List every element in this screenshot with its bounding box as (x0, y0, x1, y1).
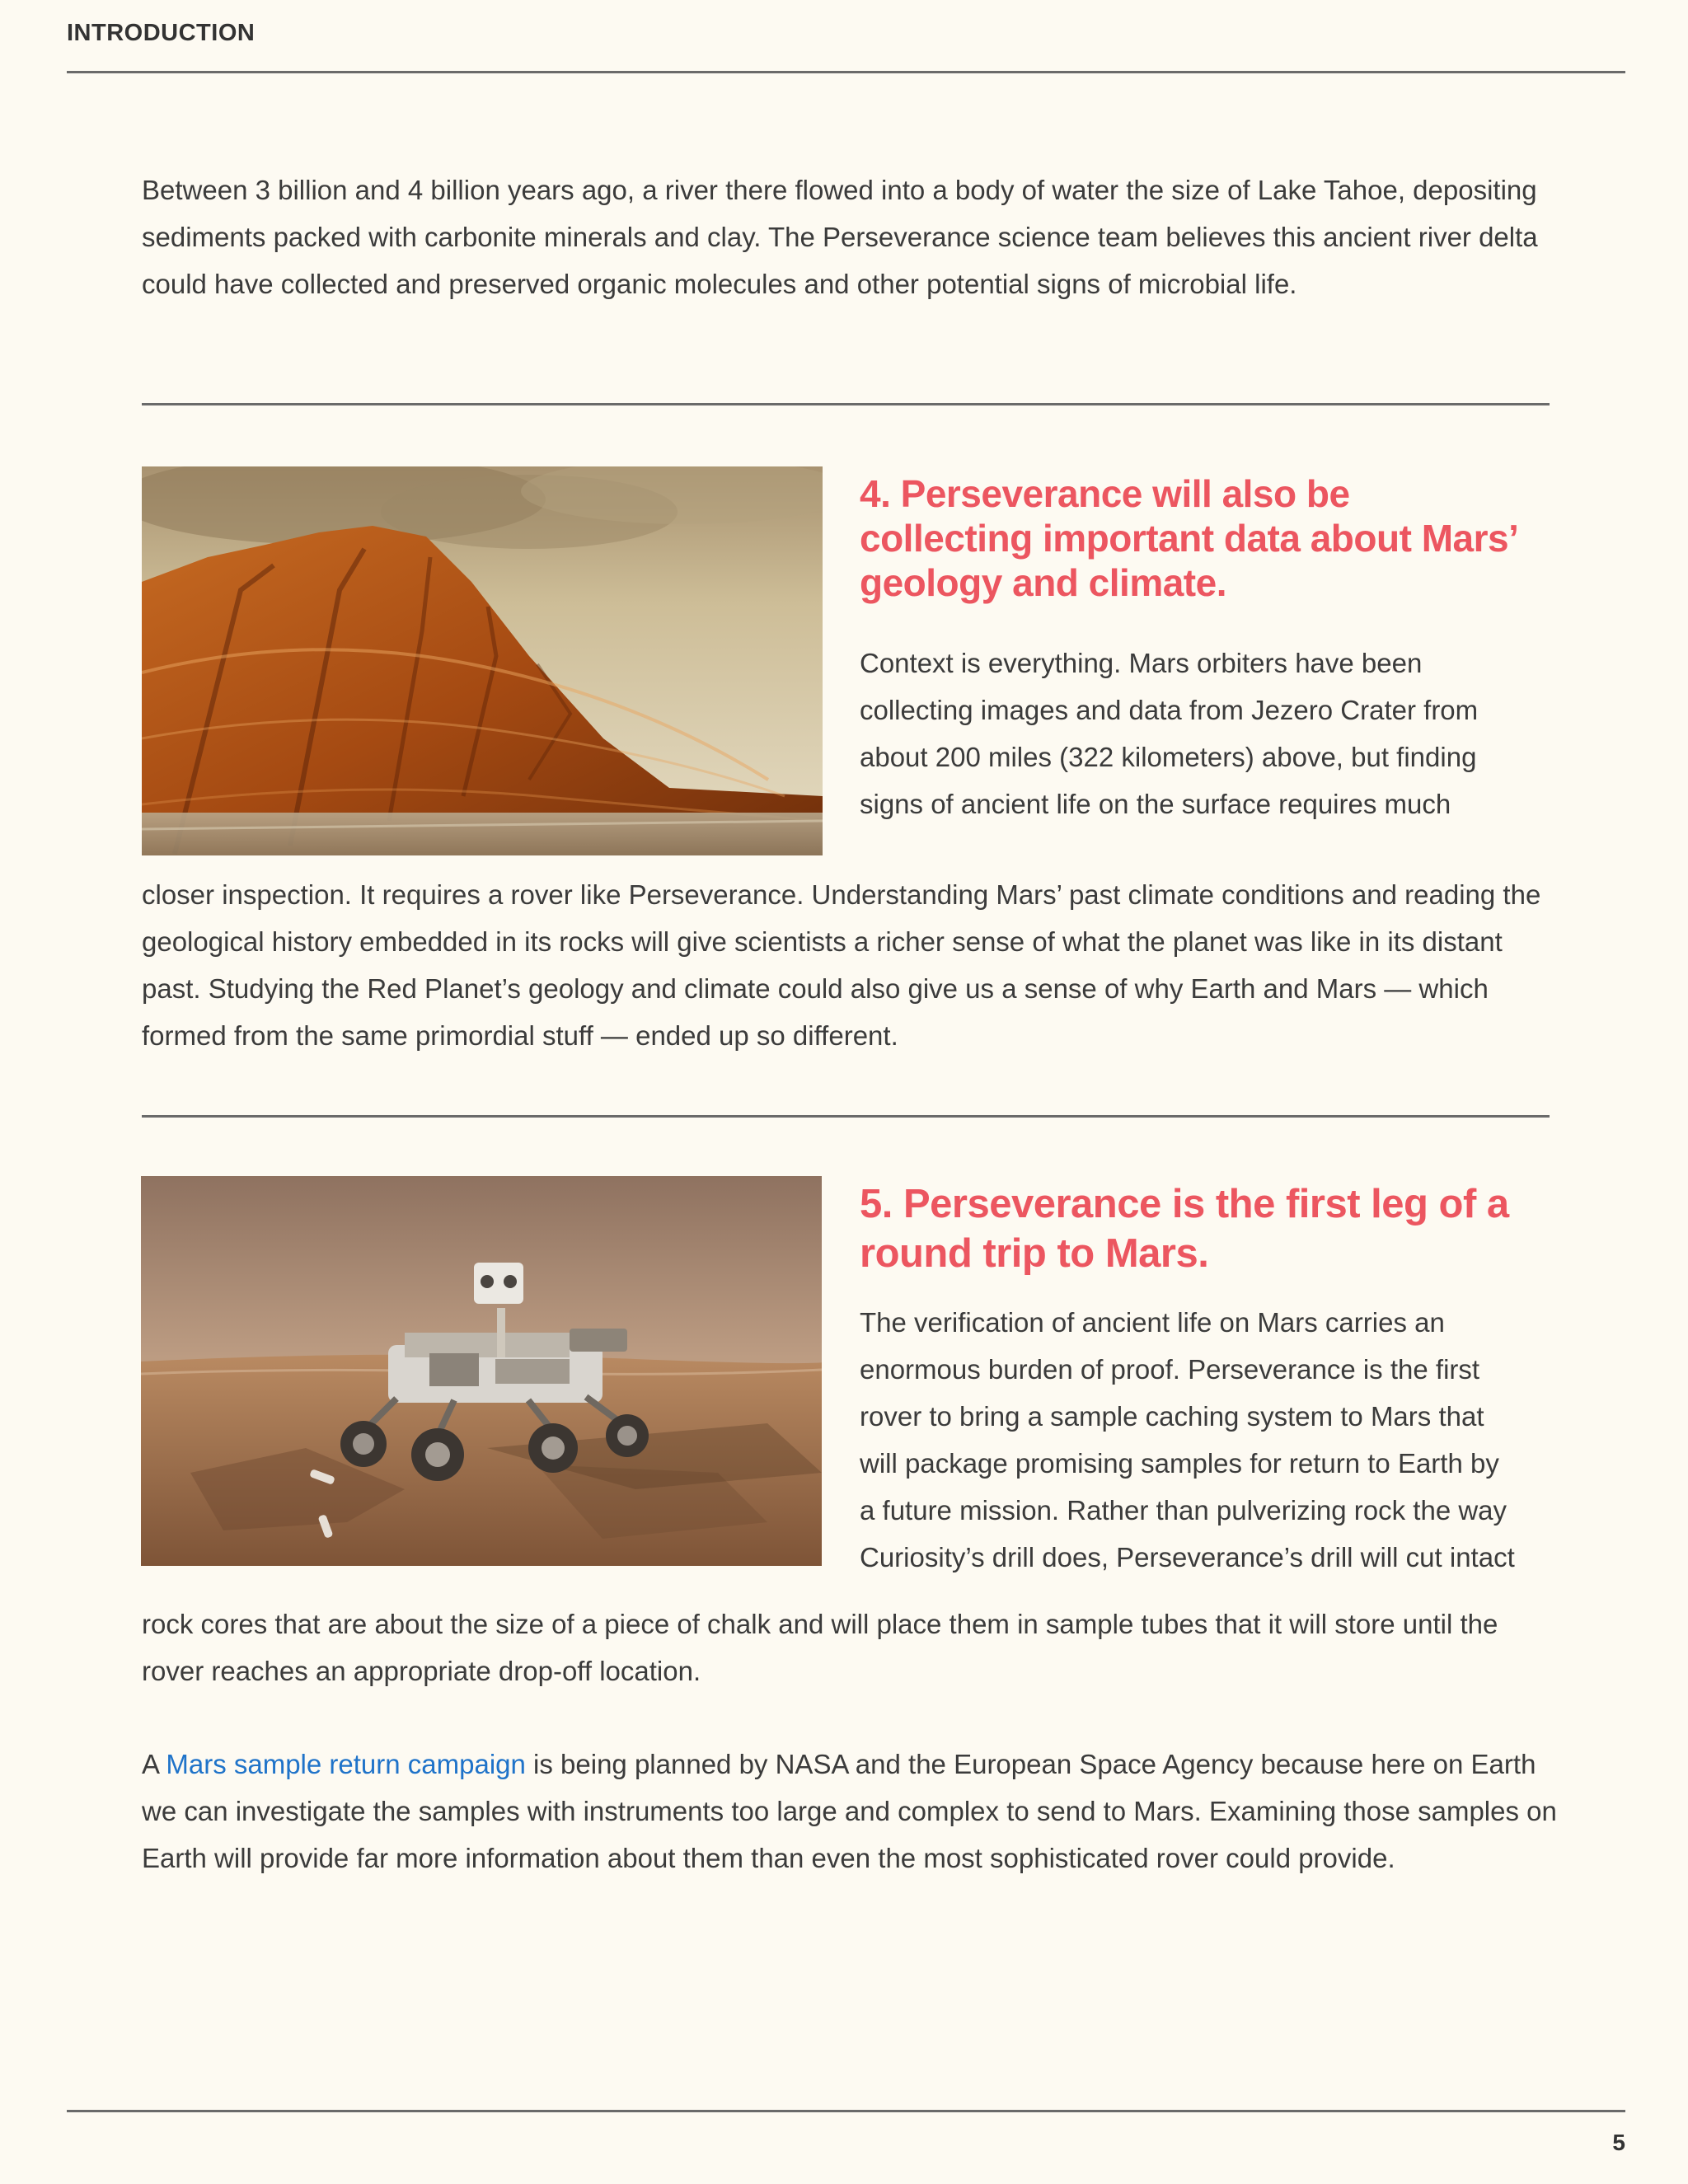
sample-return-paragraph (142, 1741, 1559, 1882)
section-4-side-text: Context is everything. Mars orbiters have been collecting images and data from Jezero Crater from about 200 miles (322 kilometers) above, but finding signs of ancient life on the surface requires much (860, 648, 1479, 819)
mars-sample-return-link[interactable]: Mars sample return campaign (166, 1749, 526, 1779)
section-4-heading: 4. Perseverance will also be collecting important data about Mars’ geology and climate. (860, 472, 1517, 604)
section-divider (142, 403, 1550, 405)
section-4-continued-text: closer inspection. It requires a rover like Perseverance. Understanding Mars’ past climate conditions and reading the geological history embedded in its rocks will give scientists a richer sense of what the planet was like in its distant past. Studying the Red Planet’s geology and climate could also give us a sense of why Earth and Mars — which formed from the same primordial stuff — ended up so different. (142, 879, 1541, 1051)
section-label: INTRODUCTION (67, 20, 256, 46)
page-number: 5 (1612, 2130, 1625, 2155)
header-divider (67, 71, 1625, 73)
section-5-continued-text: rock cores that are about the size of a piece of chalk and will place them in sample tubes that it will store until the rover reaches an appropriate drop-off location. (142, 1609, 1498, 1686)
intro-paragraph: Between 3 billion and 4 billion years ago, a river there flowed into a body of water the size of Lake Tahoe, depositing sediments packed with carbonite minerals and clay. The Perseverance science team believes this ancient river delta could have collected and preserved organic molecules and other potential signs of microbial life. (142, 175, 1538, 299)
section-divider (142, 1115, 1550, 1118)
campaign-prefix: A (142, 1749, 166, 1779)
campaign-rest: is being planned by NASA and the European Space Agency because here on Earth we can investigate the samples with instruments too large and complex to send to Mars. Examining those samples on Earth will provide far more information about them than even the most sophisticated rover could provide. (142, 1749, 1557, 1873)
perseverance-rover-image (141, 1176, 822, 1566)
footer-divider (67, 2110, 1625, 2112)
section-5-side-text: The verification of ancient life on Mars carries an enormous burden of proof. Perseverance is the first rover to bring a sample caching system to Mars that will package promising samples for return to Earth by a future mission. Rather than pulverizing rock the way Curiosity’s drill does, Perseverance’s drill will cut intact (860, 1307, 1515, 1572)
section-5-heading: 5. Perseverance is the first leg of a round trip to Mars. (860, 1182, 1509, 1276)
mars-cliff-image (142, 466, 823, 855)
